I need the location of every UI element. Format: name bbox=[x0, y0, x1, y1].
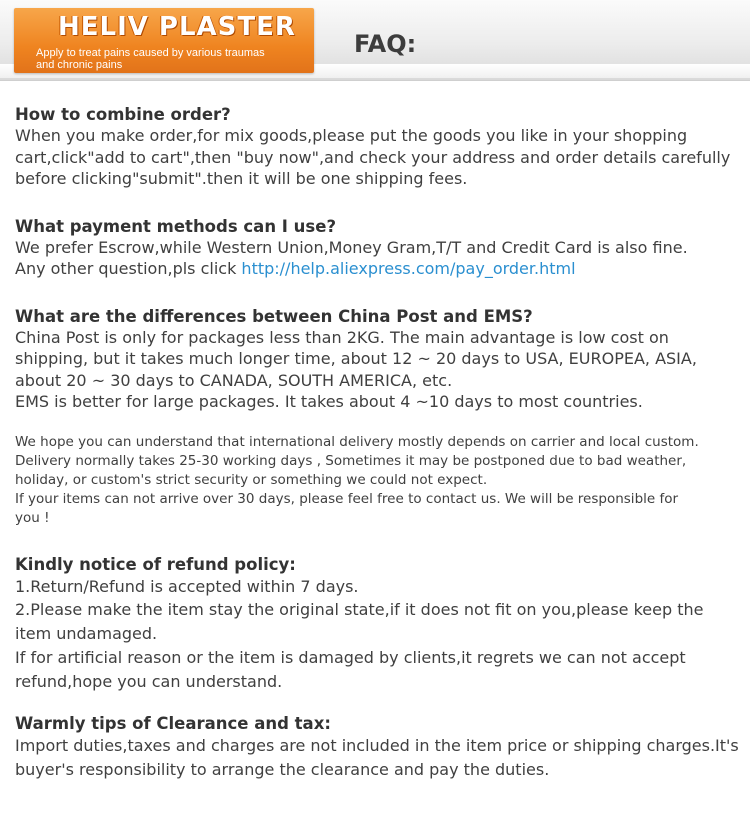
faq-answer-line: Import duties,taxes and charges are not included in the item price or shipping charges.It's bbox=[15, 736, 739, 756]
faq-section-combine-order bbox=[15, 104, 740, 190]
faq-answer-line: buyer's responsibility to arrange the clearance and pay the duties. bbox=[15, 760, 550, 780]
faq-section-clearance-tax bbox=[15, 713, 740, 782]
brand-subtitle bbox=[36, 47, 308, 71]
faq-content bbox=[15, 104, 740, 800]
faq-answer-text: Any other question,pls click bbox=[15, 259, 242, 278]
note-line: We hope you can understand that international delivery mostly depends on carrier and local custom. bbox=[15, 433, 699, 450]
faq-question: What are the differences between China Post and EMS? bbox=[15, 306, 533, 326]
note-line: Delivery normally takes 25-30 working days , Sometimes it may be postponed due to bad weather, bbox=[15, 452, 687, 469]
faq-section-shipping-methods bbox=[15, 306, 740, 413]
faq-answer-line: shipping, but it takes much longer time, about 12 ~ 20 days to USA, EUROPEA, ASIA, bbox=[15, 349, 697, 368]
pay-order-help-link[interactable]: http://help.aliexpress.com/pay_order.html bbox=[241, 259, 576, 278]
faq-answer-line: EMS is better for large packages. It takes about 4 ~10 days to most countries. bbox=[15, 392, 643, 411]
faq-answer-line-with-link bbox=[15, 258, 740, 280]
faq-answer-line: China Post is only for packages less than 2KG. The main advantage is low cost on bbox=[15, 327, 669, 347]
faq-answer-line: If for artificial reason or the item is damaged by clients,it regrets we can not accept bbox=[15, 647, 686, 667]
faq-answer-line: about 20 ~ 30 days to CANADA, SOUTH AMERICA, etc. bbox=[15, 370, 453, 390]
brand-subtitle-line: and chronic pains bbox=[36, 59, 123, 71]
faq-answer-line: When you make order,for mix goods,please put the goods you like in your shopping bbox=[15, 126, 688, 145]
brand-subtitle-line: Apply to treat pains caused by various traumas bbox=[36, 47, 265, 59]
faq-answer-line: refund,hope you can understand. bbox=[15, 671, 283, 691]
faq-answer-line: item undamaged. bbox=[15, 624, 158, 644]
brand-title: HELIV PLASTER bbox=[58, 12, 296, 42]
faq-question: How to combine order? bbox=[15, 105, 231, 124]
faq-answer-line: We prefer Escrow,while Western Union,Money Gram,T/T and Credit Card is also fine. bbox=[15, 237, 688, 257]
page-header bbox=[0, 0, 750, 81]
faq-answer-line: before clicking"submit".then it will be one shipping fees. bbox=[15, 169, 468, 188]
faq-heading: FAQ: bbox=[354, 30, 417, 58]
faq-question: Kindly notice of refund policy: bbox=[15, 554, 296, 574]
faq-answer-line: 2.Please make the item stay the original state,if it does not fit on you,please keep the bbox=[15, 600, 704, 620]
note-line: If your items can not arrive over 30 days, please feel free to contact us. We will be responsible for bbox=[15, 490, 679, 507]
faq-section-delivery-note bbox=[15, 433, 740, 528]
faq-answer-line: 1.Return/Refund is accepted within 7 days. bbox=[15, 576, 359, 596]
note-line: you ! bbox=[15, 509, 50, 526]
faq-question: What payment methods can I use? bbox=[15, 216, 337, 236]
faq-section-refund-policy bbox=[15, 554, 740, 694]
faq-answer-line: cart,click"add to cart",then "buy now",and check your address and order details carefully bbox=[15, 147, 731, 167]
brand-badge bbox=[14, 8, 314, 73]
faq-question: Warmly tips of Clearance and tax: bbox=[15, 714, 331, 734]
faq-section-payment bbox=[15, 216, 740, 280]
note-line: holiday, or custom's strict security or something we could not expect. bbox=[15, 471, 488, 488]
